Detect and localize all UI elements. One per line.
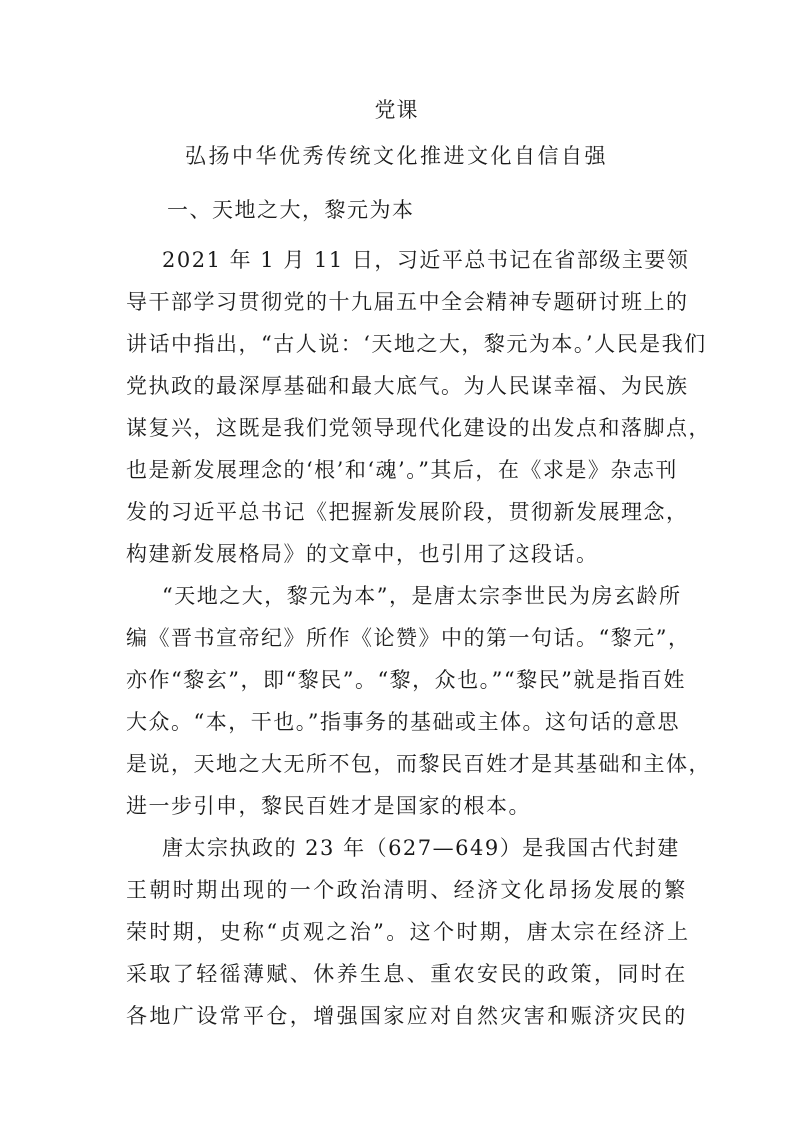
paragraph-line: 2021 年 1 月 11 日，习近平总书记在省部级主要领 [162,248,690,272]
paragraph-line: 大众。“本，干也。”指事务的基础或主体。这句话的意思 [126,710,680,734]
paragraph-line: 王朝时期出现的一个政治清明、经济文化昂扬发展的繁 [126,878,688,902]
paragraph-line: 导干部学习贯彻党的十九届五中全会精神专题研讨班上的 [126,290,689,314]
document-title: 党课 [374,98,419,122]
paragraph-line: 唐太宗执政的 23 年（627—649）是我国古代封建 [162,836,680,860]
section-heading: 一、天地之大，黎元为本 [167,198,415,222]
paragraph-line: 荣时期，史称“贞观之治”。这个时期，唐太宗在经济上 [126,920,691,944]
paragraph-line: 讲话中指出，“古人说：‘天地之大，黎元为本。’人民是我们 [126,332,707,356]
paragraph-line: 采取了轻徭薄赋、休养生息、重农安民的政策，同时在 [126,962,688,986]
paragraph-line: 党执政的最深厚基础和最大底气。为人民谋幸福、为民族 [126,374,689,398]
paragraph-line: 进一步引申，黎民百姓才是国家的根本。 [126,794,531,818]
paragraph-line: 是说，天地之大无所不包，而黎民百姓才是其基础和主体， [126,752,711,776]
paragraph-line: 亦作“黎玄”，即“黎民”。“黎，众也。”“黎民”就是指百姓 [126,668,686,692]
paragraph-line: 也是新发展理念的‘根’和‘魂’。”其后，在《求是》杂志刊 [126,458,678,482]
paragraph-line: “天地之大，黎元为本”，是唐太宗李世民为房玄龄所 [162,584,682,608]
paragraph-line: 各地广设常平仓，增强国家应对自然灾害和赈济灾民的 [126,1004,688,1028]
paragraph-line: 谋复兴，这既是我们党领导现代化建设的出发点和落脚点， [126,416,711,440]
paragraph-line: 编《晋书宣帝纪》所作《论赞》中的第一句话。“黎元”， [126,626,691,650]
paragraph-line: 发的习近平总书记《把握新发展阶段，贯彻新发展理念， [126,500,689,524]
paragraph-line: 构建新发展格局》的文章中，也引用了这段话。 [126,542,599,566]
document-subtitle: 弘扬中华优秀传统文化推进文化自信自强 [185,144,608,168]
